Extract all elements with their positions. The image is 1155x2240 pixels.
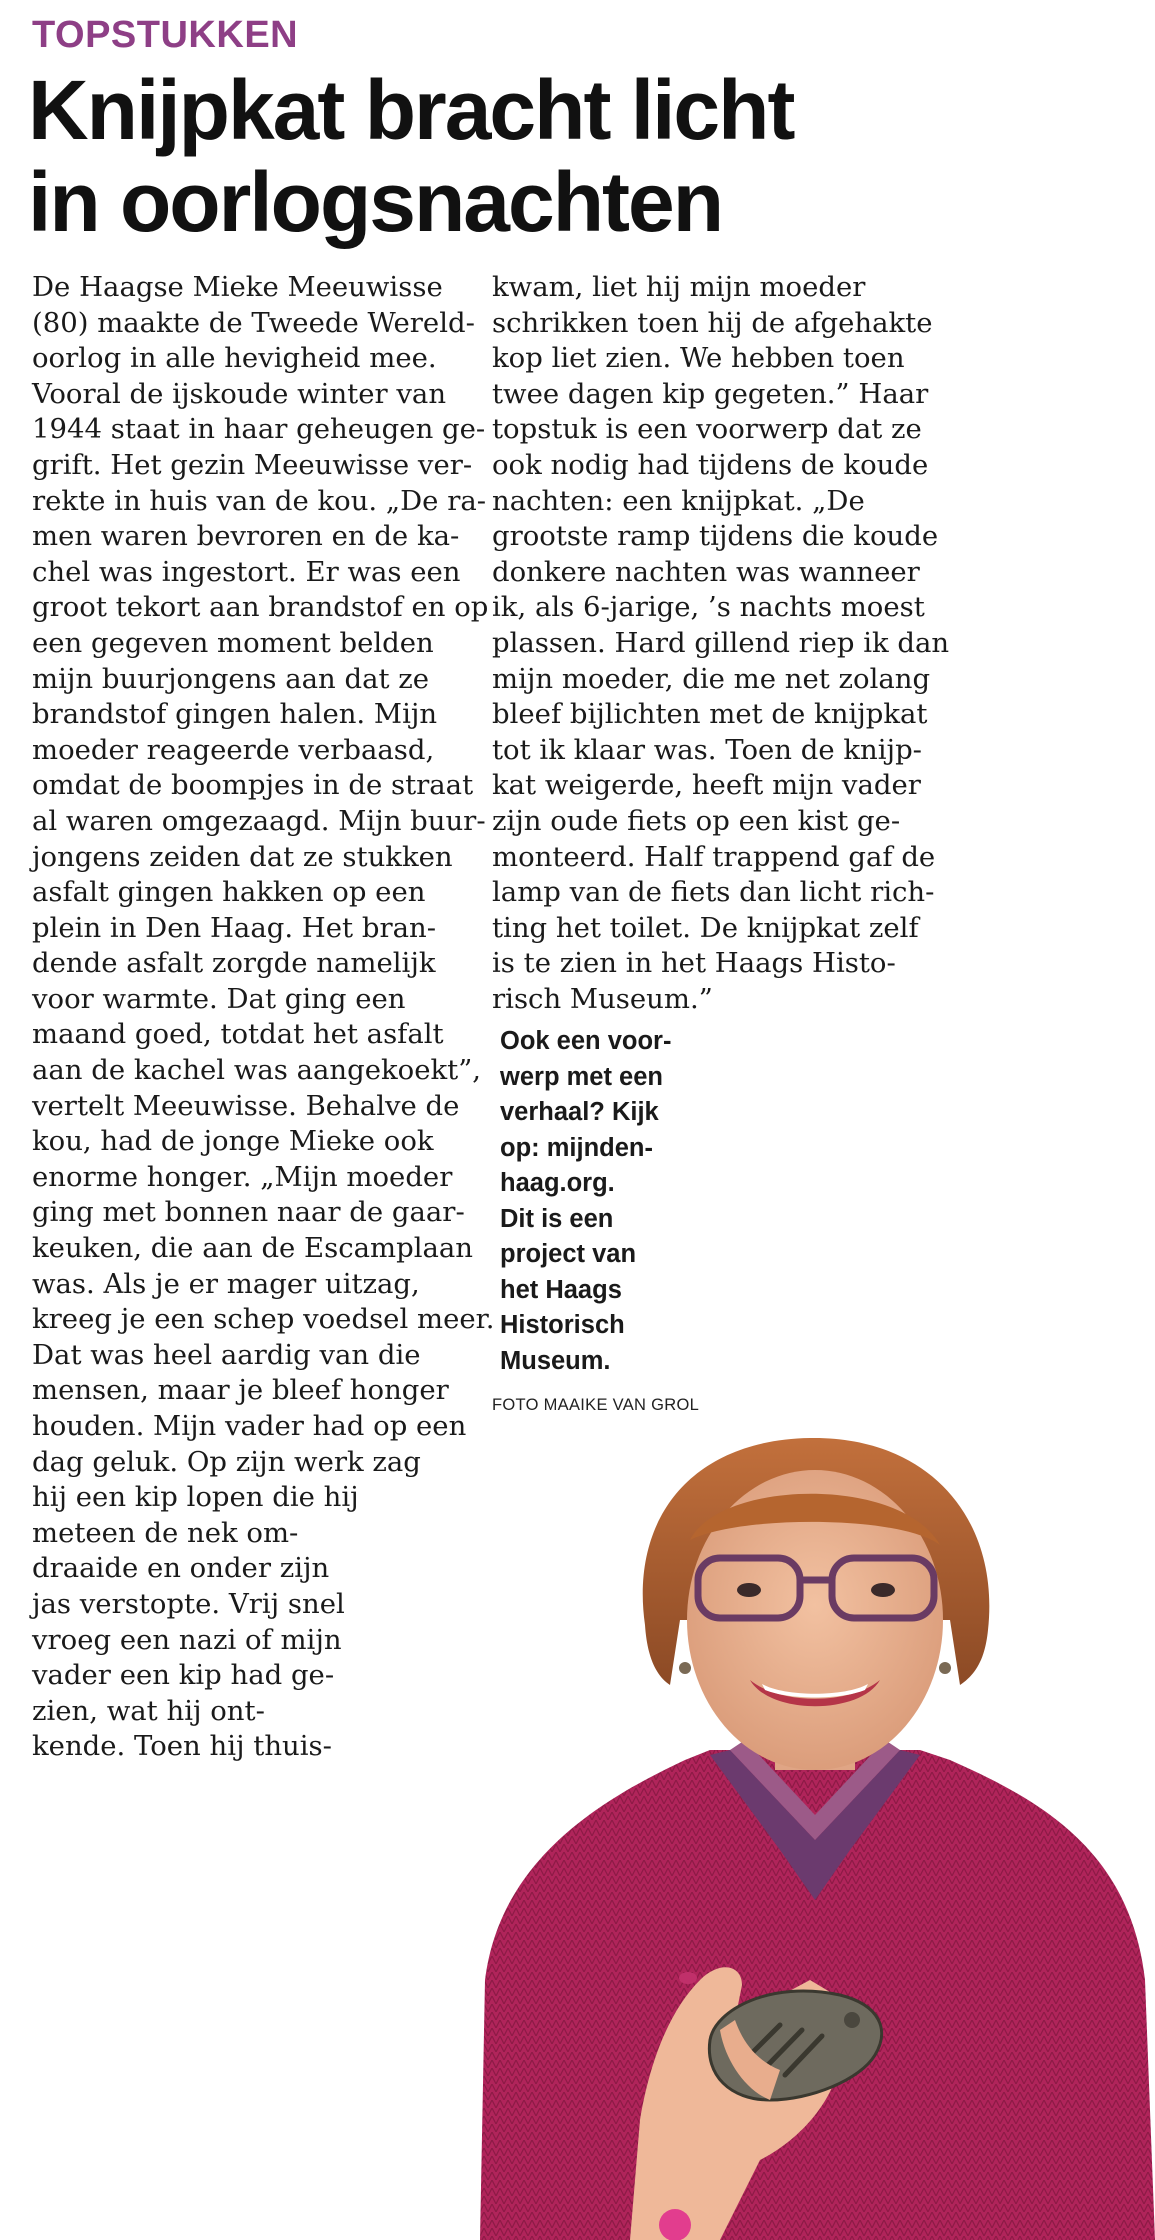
callout-line: op: mijnden-: [500, 1133, 653, 1162]
body-text-line: risch Museum.”: [492, 982, 713, 1015]
body-text-line: grootste ramp tijdens die koude: [492, 520, 939, 553]
body-text-line: is te zien in het Haags Histo-: [492, 947, 896, 980]
body-text-line: dende asfalt zorgde namelijk: [32, 947, 436, 980]
body-text-line: (80) maakte de Tweede Wereld-: [32, 306, 475, 339]
body-text-line: zijn oude fiets op een kist ge-: [492, 804, 901, 837]
body-text-line: donkere nachten was wanneer: [492, 555, 920, 588]
body-text-line: Dat was heel aardig van die: [32, 1338, 421, 1371]
body-text-line: De Haagse Mieke Meeuwisse: [32, 271, 443, 303]
headline-line: Knijpkat bracht licht: [28, 63, 794, 157]
photo-credit: FOTO MAAIKE VAN GROL: [492, 1396, 700, 1414]
body-text-line: was. Als je er mager uitzag,: [32, 1267, 420, 1300]
body-text-line: kende. Toen hij thuis-: [32, 1730, 332, 1763]
callout-line: Ook een voor-: [500, 1027, 672, 1055]
body-text-line: vertelt Meeuwisse. Behalve de: [32, 1089, 460, 1122]
body-text-line: maand goed, totdat het asfalt: [32, 1018, 444, 1051]
headline: [28, 64, 1128, 248]
body-text-line: meteen de nek om-: [32, 1516, 299, 1549]
body-text-line: rekte in huis van de kou. „De ra-: [32, 484, 487, 517]
body-text-line: al waren omgezaagd. Mijn buur-: [32, 804, 486, 837]
body-text-line: monteerd. Half trappend gaf de: [492, 840, 936, 873]
body-text-line: 1944 staat in haar geheugen ge-: [32, 413, 486, 446]
body-text-line: plassen. Hard gillend riep ik dan: [492, 626, 950, 659]
body-text-line: mensen, maar je bleef honger: [32, 1374, 449, 1407]
body-text-line: vader een kip had ge-: [32, 1659, 335, 1692]
body-text-line: jas verstopte. Vrij snel: [32, 1587, 345, 1620]
body-text-line: houden. Mijn vader had op een: [32, 1410, 467, 1442]
body-text-line: bleef bijlichten met de knijpkat: [492, 698, 928, 731]
body-text-line: een gegeven moment belden: [32, 626, 434, 659]
body-text-line: ook nodig had tijdens de koude: [492, 448, 929, 481]
body-text-line: voor warmte. Dat ging een: [32, 982, 406, 1015]
callout-line: Historisch: [500, 1311, 625, 1339]
body-text-line: kat weigerde, heeft mijn vader: [492, 769, 921, 802]
body-text-line: chel was ingestort. Er was een: [32, 555, 461, 588]
body-text-line: kou, had de jonge Mieke ook: [32, 1125, 434, 1158]
callout-line: Dit is een: [500, 1204, 614, 1233]
body-text-line: twee dagen kip gegeten.” Haar: [492, 377, 929, 410]
body-text-line: zien, wat hij ont-: [32, 1694, 265, 1727]
body-text-line: vroeg een nazi of mijn: [32, 1623, 342, 1656]
body-text-line: ging met bonnen naar de gaar-: [32, 1196, 465, 1229]
body-text-line: omdat de boompjes in de straat: [32, 769, 474, 802]
body-text-line: men waren bevroren en de ka-: [32, 520, 460, 553]
body-text-line: mijn moeder, die me net zolang: [492, 662, 931, 695]
callout-line: het Haags: [500, 1275, 622, 1304]
body-text-line: kwam, liet hij mijn moeder: [492, 271, 866, 303]
callout-box: [500, 1024, 760, 1379]
body-text-line: topstuk is een voorwerp dat ze: [492, 413, 922, 446]
body-text-line: keuken, die aan de Escamplaan: [32, 1232, 474, 1265]
body-text-line: schrikken toen hij de afgehakte: [492, 306, 933, 339]
body-text-line: plein in Den Haag. Het bran-: [32, 911, 437, 944]
body-text-line: moeder reageerde verbaasd,: [32, 733, 435, 766]
body-text-line: mijn buurjongens aan dat ze: [32, 662, 430, 695]
body-text-line: ik, als 6-jarige, ’s nachts moest: [492, 591, 925, 624]
body-text-line: kreeg je een schep voedsel meer.: [32, 1303, 495, 1336]
body-text-line: aan de kachel was aangekoekt”,: [32, 1054, 482, 1087]
portrait-photo: [480, 1420, 1155, 2240]
headline-line: in oorlogsnachten: [28, 155, 723, 249]
body-text-line: tot ik klaar was. Toen de knijp-: [492, 733, 922, 766]
kicker: TOPSTUKKEN: [32, 14, 299, 56]
callout-line: Museum.: [500, 1346, 611, 1375]
body-text-line: Vooral de ijskoude winter van: [32, 377, 447, 410]
body-text-line: ting het toilet. De knijpkat zelf: [492, 911, 919, 944]
body-text-line: lamp van de fiets dan licht rich-: [492, 876, 935, 909]
callout-line: verhaal? Kijk: [500, 1098, 659, 1126]
body-text-line: oorlog in alle hevigheid mee.: [32, 342, 437, 375]
callout-line: haag.org.: [500, 1169, 615, 1197]
body-column-left: [32, 270, 494, 1765]
callout-line: project van: [500, 1240, 637, 1268]
body-text-line: groot tekort aan brandstof en op: [32, 591, 489, 624]
callout-line: werp met een: [500, 1062, 663, 1091]
body-text-line: hij een kip lopen die hij: [32, 1481, 359, 1514]
body-column-right: [492, 270, 949, 1017]
body-text-line: kop liet zien. We hebben toen: [492, 342, 905, 375]
body-text-line: draaide en onder zijn: [32, 1552, 330, 1585]
body-text-line: enorme honger. „Mijn moeder: [32, 1160, 453, 1193]
body-text-line: grift. Het gezin Meeuwisse ver-: [32, 448, 473, 481]
body-text-line: nachten: een knijpkat. „De: [492, 484, 865, 517]
body-text-line: dag geluk. Op zijn werk zag: [32, 1445, 421, 1478]
body-text-line: jongens zeiden dat ze stukken: [32, 840, 453, 873]
body-text-line: asfalt gingen hakken op een: [32, 876, 426, 909]
body-text-line: brandstof gingen halen. Mijn: [32, 698, 438, 731]
